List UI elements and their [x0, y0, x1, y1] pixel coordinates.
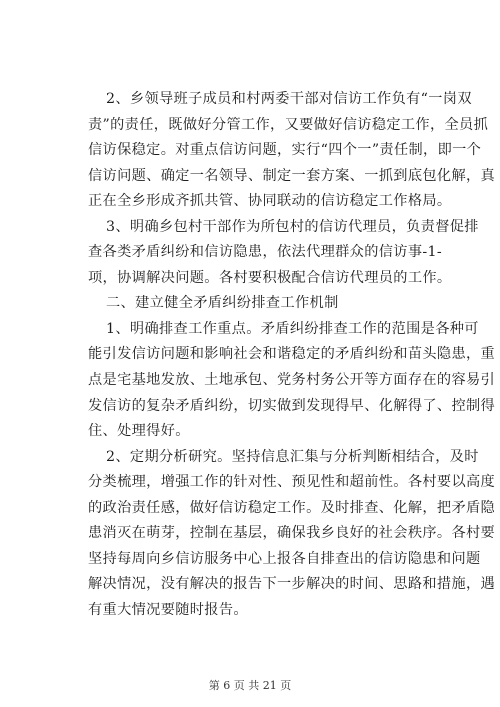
text-line: 信访问题、确定一名领导、制定一套方案、一抓到底包化解，真 — [88, 167, 496, 184]
text-line: 信访保稳定。对重点信访问题，实行“四个一”责任制，即一个 — [88, 142, 482, 159]
text-line: 的政治责任感，做好信访稳定工作。及时排查、化解，把矛盾隐 — [88, 499, 496, 516]
text-line: 解决情况，没有解决的报告下一步解决的时间、思路和措施，遇 — [88, 576, 496, 593]
text-line: 项，协调解决问题。各村要积极配合信访代理员的工作。 — [88, 269, 452, 286]
text-line: 责”的责任，既做好分管工作，又要做好信访稳定工作，全员抓 — [88, 116, 489, 133]
text-line: 1、明确排查工作重点。矛盾纠纷排查工作的范围是各种可 — [106, 320, 479, 337]
text-line: 坚持每周向乡信访服务中心上报各自排查出的信访隐患和问题 — [88, 550, 481, 567]
page-number-footer: 第 6 页 共 21 页 — [208, 679, 292, 692]
text-line: 分类梳理，增强工作的针对性、预见性和超前性。各村要以高度 — [88, 474, 496, 491]
text-line: 查各类矛盾纠纷和信访隐患，依法代理群众的信访事-1- — [88, 244, 443, 261]
text-line: 点是宅基地发放、土地承包、党务村务公开等方面存在的容易引 — [88, 372, 496, 389]
text-line: 能引发信访问题和影响社会和谐稳定的矛盾纠纷和苗头隐患，重 — [88, 346, 496, 363]
text-line: 有重大情况要随时报告。 — [88, 601, 248, 618]
text-line: 发信访的复杂矛盾纠纷，切实做到发现得早、化解得了、控制得 — [88, 397, 496, 414]
section-heading: 二、建立健全矛盾纠纷排查工作机制 — [106, 295, 339, 312]
text-line: 住、处理得好。 — [88, 423, 190, 440]
text-line: 2、定期分析研究。坚持信息汇集与分析判断相结合，及时 — [106, 448, 479, 465]
text-line: 正在全乡形成齐抓共管、协同联动的信访稳定工作格局。 — [88, 193, 452, 210]
text-line: 患消灭在萌芽，控制在基层，确保我乡良好的社会秩序。各村要 — [88, 525, 496, 542]
document-body — [88, 87, 496, 623]
text-line: 3、明确乡包村干部作为所包村的信访代理员，负责督促排 — [106, 218, 479, 235]
text-line: 2、乡领导班子成员和村两委干部对信访工作负有“一岗双 — [106, 91, 472, 107]
